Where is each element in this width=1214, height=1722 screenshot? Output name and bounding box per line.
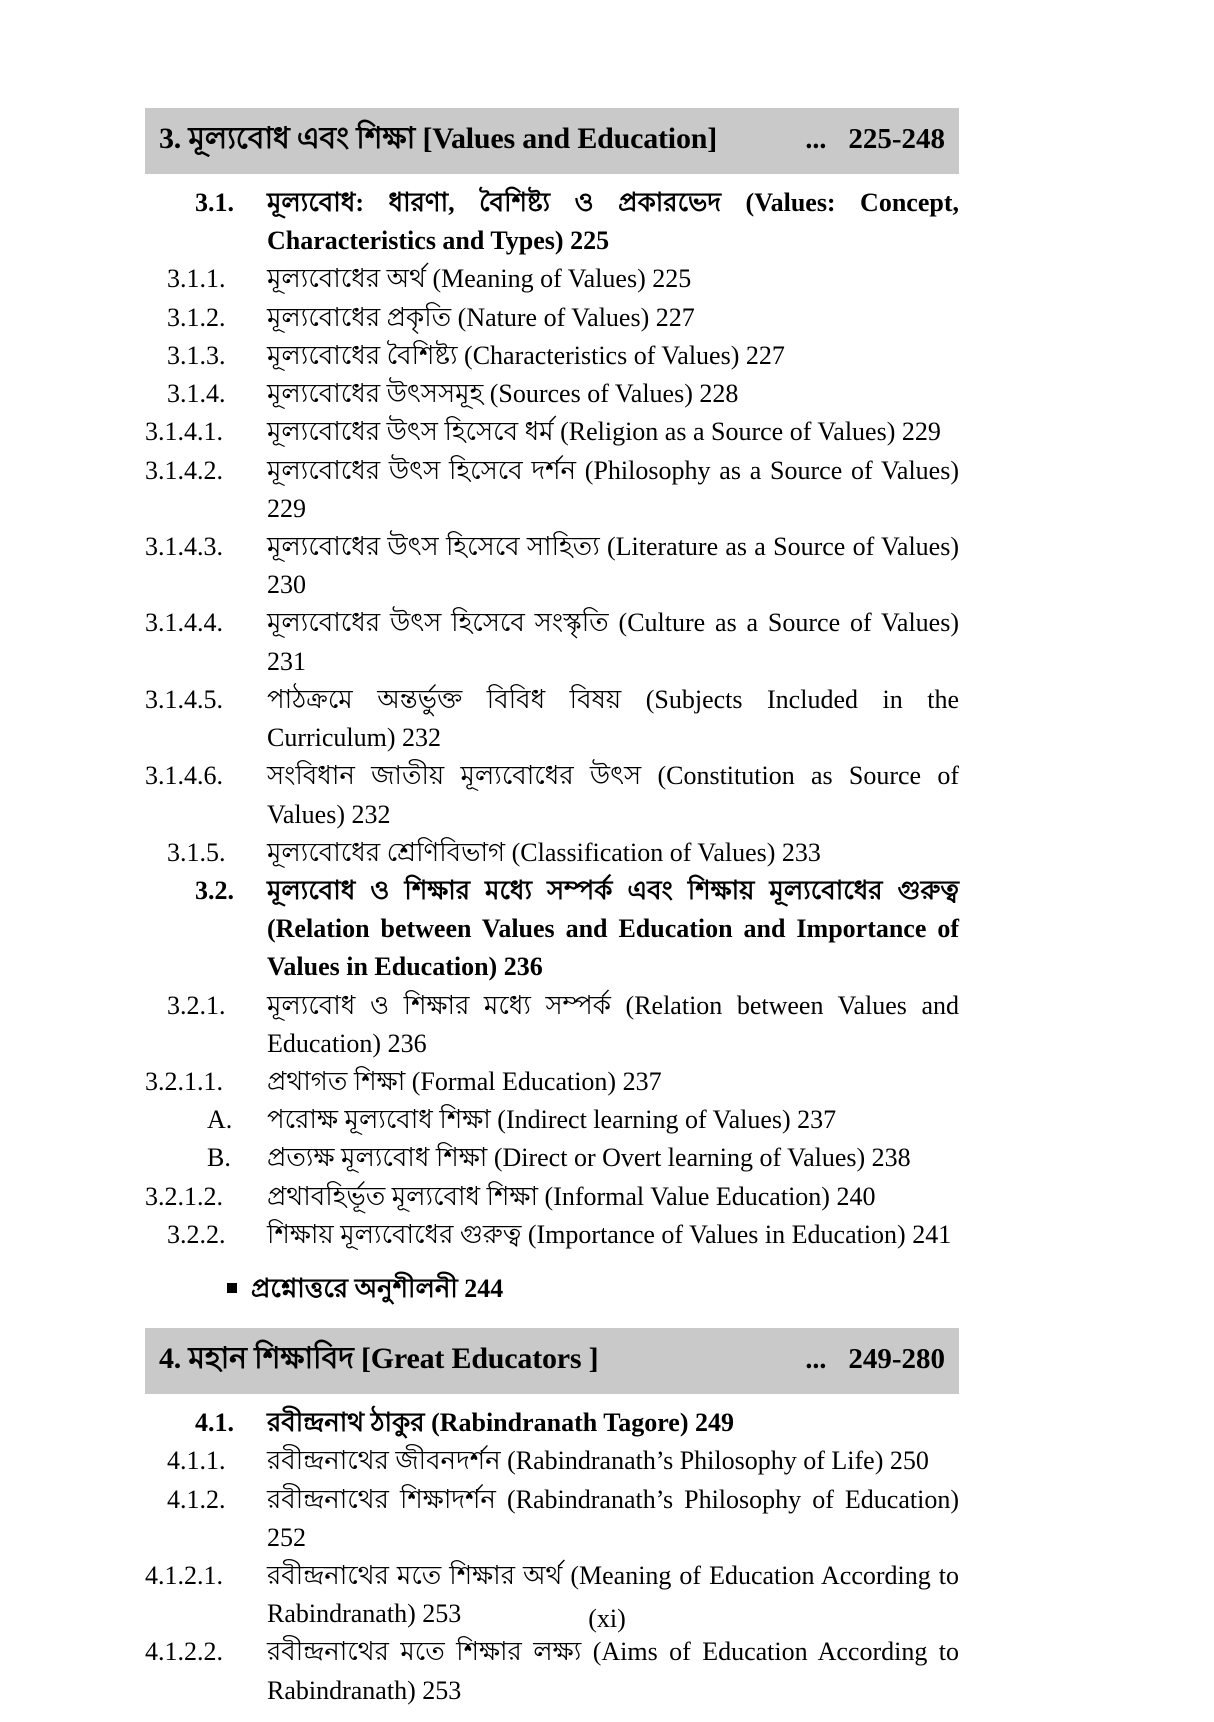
toc-entry-text: রবীন্দ্রনাথের মতে শিক্ষার লক্ষ্য (Aims of Education According to Rabindranath) 253 [267,1637,959,1705]
toc-entry[interactable] [145,681,959,757]
toc-entry-text: মূল্যবোধ ও শিক্ষার মধ্যে সম্পর্ক (Relation between Values and Education) 236 [267,990,959,1058]
toc-entry-text: প্রত্যক্ষ মূল্যবোধ শিক্ষা (Direct or Overt learning of Values) 238 [267,1143,911,1173]
toc-entry-number: 3.1.4.1. [145,417,223,447]
toc-entry-number: 3.2. [195,875,234,905]
toc-entry-number: 3.1.3. [167,340,226,370]
toc-entry[interactable] [145,1216,959,1254]
toc-entry[interactable] [145,1404,959,1442]
chapter-heading-band[interactable] [145,1328,959,1394]
toc-entry[interactable] [145,375,959,413]
toc-entry-text: রবীন্দ্রনাথের শিক্ষাদর্শন (Rabindranath’s Philosophy of Education) 252 [267,1484,959,1552]
chapter-block [145,108,1102,1312]
toc-entry-number: 3.1.4.2. [145,455,223,485]
chapter-title: 3. মূল্যবোধ এবং শিক্ষা [Values and Education] [159,122,718,155]
toc-entry-text: সংবিধান জাতীয় মূল্যবোধের উৎস (Constitution as Source of Values) 232 [267,761,959,829]
toc-entry[interactable] [145,757,959,833]
chapter-block [145,1312,1102,1710]
toc-entry[interactable] [145,1101,959,1139]
exercise-bullet-entry[interactable] [145,1268,1102,1312]
toc-entry-number: A. [207,1105,233,1135]
toc-entry-text: মূল্যবোধের বৈশিষ্ট্য (Characteristics of Values) 227 [267,340,785,370]
toc-entry-number: 4.1.2.1. [145,1561,223,1590]
exercise-bullet-label: প্রশ্নোত্তরে অনুশীলনী 244 [251,1274,504,1304]
toc-entry-text: মূল্যবোধের অর্থ (Meaning of Values) 225 [267,264,692,294]
toc-entry[interactable] [145,1178,959,1216]
leader-dots: ... [805,1344,827,1376]
chapter-page-range: 225-248 [848,123,945,155]
toc-entry-text: রবীন্দ্রনাথের মতে শিক্ষার অর্থ (Meaning of Education According to Rabindranath) 253 [267,1561,959,1629]
toc-entry-number: 3.1.4.5. [145,684,223,714]
page-number: (xi) [588,1604,626,1633]
toc-entry-text: মূল্যবোধের উৎসসমূহ (Sources of Values) 228 [267,379,739,409]
toc-entry-text: পরোক্ষ মূল্যবোধ শিক্ষা (Indirect learning of Values) 237 [267,1105,837,1135]
toc-entry-number: 3.2.1. [167,990,226,1020]
toc-entry-number: 3.1.2. [167,302,226,332]
toc-entry[interactable] [145,528,959,604]
page-footer [0,1604,1214,1634]
toc-entry[interactable] [145,184,959,260]
toc-entry[interactable] [145,1481,959,1557]
toc-entry-text: মূল্যবোধের উৎস হিসেবে সাহিত্য (Literature as a Source of Values) 230 [267,531,959,600]
spacer [145,1394,1102,1404]
toc-entry-text: প্রথাগত শিক্ষা (Formal Education) 237 [267,1067,662,1097]
toc-entry-number: 3.1.5. [167,837,226,867]
toc-entry-text: রবীন্দ্রনাথ ঠাকুর (Rabindranath Tagore) 249 [267,1408,734,1438]
toc-entry-list [145,1404,959,1710]
toc-entry-number: 3.1.4.3. [145,531,223,561]
toc-entry[interactable] [145,834,959,872]
toc-entry[interactable] [145,299,959,337]
toc-entry[interactable] [145,452,959,528]
square-bullet-icon [227,1283,237,1293]
toc-entry-number: 3.2.1.2. [145,1181,223,1211]
toc-entry-number: 3.2.2. [167,1219,226,1249]
toc-entry-number: 4.1.2. [167,1484,226,1514]
toc-entry-number: 3.1. [195,188,234,217]
toc-entry-number: 4.1.2.2. [145,1637,223,1667]
toc-entry[interactable] [145,260,959,298]
toc-entry-text: মূল্যবোধের শ্রেণিবিভাগ (Classification of Values) 233 [267,837,821,867]
toc-entry-text: মূল্যবোধের উৎস হিসেবে সংস্কৃতি (Culture as a Source of Values) 231 [267,608,959,676]
toc-entry-number: 4.1. [195,1408,234,1438]
toc-entry-number: 3.1.4. [167,379,226,409]
chapter-page-range: 249-280 [848,1343,945,1376]
toc-entry[interactable] [145,1442,959,1480]
toc-entry-number: B. [207,1143,231,1173]
toc-entry-text: মূল্যবোধ ও শিক্ষার মধ্যে সম্পর্ক এবং শিক্ষায় মূল্যবোধের গুরুত্ব (Relation between Values and Education and Importance of Values in Education) 236 [267,875,959,982]
toc-entry-number: 3.1.4.6. [145,761,223,791]
spacer [145,174,1102,184]
toc-entry[interactable] [145,872,959,987]
toc-entry[interactable] [145,413,959,451]
toc-entry[interactable] [145,337,959,375]
toc-entry-text: রবীন্দ্রনাথের জীবনদর্শন (Rabindranath’s Philosophy of Life) 250 [267,1446,929,1476]
toc-entry-list [145,184,959,1254]
chapter-heading-band[interactable] [145,108,959,174]
toc-entry-text: মূল্যবোধ: ধারণা, বৈশিষ্ট্য ও প্রকারভেদ (Values: Concept, Characteristics and Types) 225 [267,188,959,256]
toc-entry-number: 3.1.1. [167,264,226,294]
toc-entry[interactable] [145,1633,959,1709]
spacer [145,1312,1102,1328]
toc-entry-text: প্রথাবহির্ভূত মূল্যবোধ শিক্ষা (Informal Value Education) 240 [267,1181,876,1211]
toc-entry-text: পাঠক্রমে অন্তর্ভুক্ত বিবিধ বিষয় (Subjects Included in the Curriculum) 232 [267,684,959,753]
leader-dots: ... [805,124,827,155]
toc-entry-text: শিক্ষায় মূল্যবোধের গুরুত্ব (Importance of Values in Education) 241 [267,1219,952,1249]
chapter-title: 4. মহান শিক্ষাবিদ [Great Educators ] [159,1342,599,1376]
toc-entry-number: 3.1.4.4. [145,608,223,638]
toc-entry[interactable] [145,987,959,1063]
toc-entry-text: মূল্যবোধের প্রকৃতি (Nature of Values) 227 [267,302,695,332]
toc-entry[interactable] [145,1063,959,1101]
toc-entry-number: 4.1.1. [167,1446,226,1476]
toc-entry-text: মূল্যবোধের উৎস হিসেবে ধর্ম (Religion as a Source of Values) 229 [267,417,941,447]
chapter-list [145,108,1102,1710]
toc-entry[interactable] [145,1139,959,1177]
toc-entry-text: মূল্যবোধের উৎস হিসেবে দর্শন (Philosophy as a Source of Values) 229 [267,455,959,523]
toc-entry[interactable] [145,604,959,680]
toc-entry-number: 3.2.1.1. [145,1067,223,1097]
